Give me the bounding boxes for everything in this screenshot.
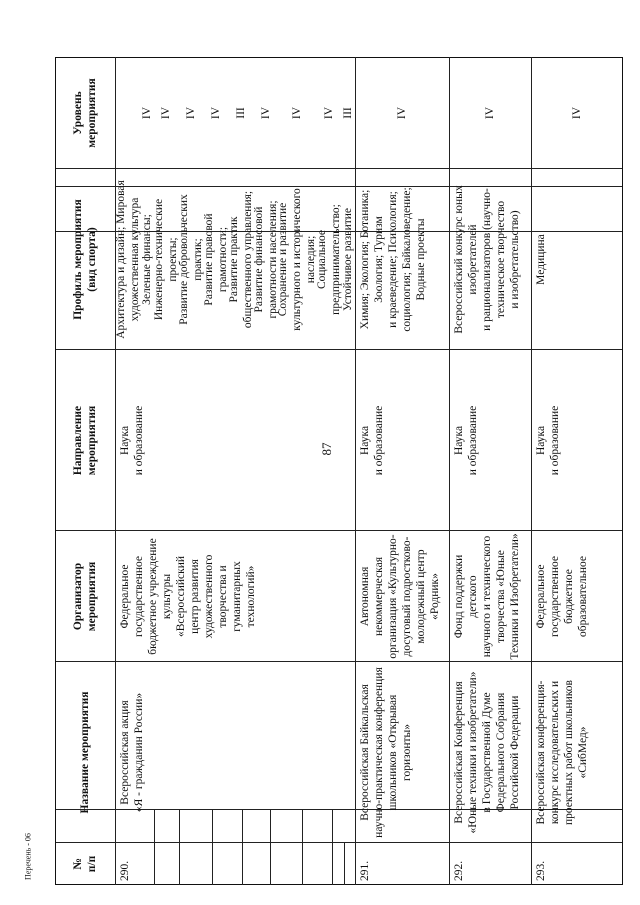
event-name-line: «Юные техники и изобретатели» [467,671,479,834]
event-organizer-line: Федеральное [119,564,131,629]
event-name-line: в Государственной Думе [481,692,493,813]
event-profile-line: изобретателей [467,224,479,295]
event-profile [178,169,203,350]
event-organizer [449,531,531,662]
header-num [55,843,115,885]
header-profile-line: (вид спорта) [86,227,98,292]
event-profile-line: Развитие добровольческих [177,194,190,325]
event-profile-line: Архитектура и дизайн; Мировая [114,180,127,339]
event-level-line: IV [322,106,335,120]
event-organizer-line: художественного [203,554,215,639]
event-level [203,57,228,169]
event-profile-line: и краеведение; Психология; [387,191,399,328]
event-organizer-line: гуманитарных [231,561,243,632]
event-organizer-line: культуры «Всероссийский [161,555,187,638]
event-profile-line: грамотности; [216,226,229,293]
event-name-line: Всероссийская акция [119,700,131,805]
event-profile-line: Всероссийский конкурс юных [453,185,465,334]
event-profile-line: предпринимательство; [329,204,342,315]
event-profile-line: проекты; [166,237,179,282]
header-level-line: Уровень [72,91,84,135]
event-level [228,57,253,169]
event-name [531,662,623,843]
event-organizer-line: государственное [133,555,145,638]
event-organizer-line: государственное [549,555,561,638]
row-number [449,843,531,885]
event-organizer-line: некоммерческая [373,557,385,637]
event-organizer-line: технологий» [245,565,257,628]
event-name-line: Федерального Собрания [495,692,507,813]
event-organizer-line: досуговый подростково- [401,536,413,657]
event-level-line: IV [259,106,272,120]
row-number-line: 293. [535,860,547,881]
header-profile [55,169,115,350]
event-profile [228,169,253,350]
event-organizer-line: «Родник» [429,573,441,620]
event-direction-line: и образование [133,405,145,476]
event-profile-line: Зоология; Туризм [373,216,385,303]
event-level [341,57,354,169]
event-organizer-line: Фонд поддержки детского [453,554,479,639]
header-level-line: мероприятия [86,78,98,148]
header-direction-line: Направление [72,405,84,476]
event-profile-line: Социальное [315,229,328,290]
event-profile [316,169,341,350]
event-profile-line: художественная культура [128,197,141,322]
event-profile-line: социология; Байкаловедение; [401,187,413,332]
event-level [153,57,178,169]
event-profile-line: общественного управления; [241,190,254,329]
event-profile [341,169,354,350]
event-profile-line: и рационализаторов (научно- [481,188,493,331]
event-organizer-line: молодежный центр [415,549,427,644]
event-direction-line: Наука [453,425,465,456]
event-profile [355,169,449,350]
event-level-line: IV [571,106,583,120]
event-level [278,57,316,169]
event-organizer-line: Автономная [359,566,371,627]
page-number: 87 [319,442,334,456]
event-profile-line: грамотности населения; [266,200,279,319]
table-sheet [55,57,623,885]
event-organizer [355,531,449,662]
event-direction-line: и образование [467,405,479,476]
event-profile-line: Химия; Экология; Ботаника; [359,189,371,330]
event-name-line: горизонты» [401,724,413,781]
event-profile [115,169,140,350]
event-profile-line: наследия; [305,235,317,284]
event-profile-line: техническое творчество [495,200,507,319]
event-organizer-line: бюджетное [563,569,575,624]
event-name-line: проектных работ школьников [563,680,575,826]
header-organizer-line: Организатор [72,562,84,631]
event-level [355,57,449,169]
event-organizer-line: Техники и Изобретатели» [509,533,521,660]
row-number [355,843,449,885]
event-level-line: IV [484,106,496,120]
header-organizer-line: мероприятия [86,561,98,632]
row-number [531,843,623,885]
event-name-line: Всероссийская конференция- [535,680,547,825]
event-direction-line: и образование [549,405,561,476]
row-number-line: 290. [119,860,131,881]
event-profile-line: Развитие правовой [202,213,215,306]
event-profile-line: культурного и исторического [291,188,303,331]
event-profile [278,169,316,350]
event-profile-line: Сохранение и развитие [277,202,289,317]
event-profile [203,169,228,350]
event-level-line: III [234,107,247,119]
header-profile-line: Профиль мероприятия [72,199,84,320]
event-profile-line: практик; [191,238,204,281]
event-level-line: IV [140,106,153,120]
event-name-line: конкурс исследовательских и [549,680,561,825]
event-organizer-line: Федеральное [535,564,547,629]
event-profile-line: и изобретательство) [509,210,521,309]
header-direction [55,350,115,531]
event-level-line: IV [184,106,197,120]
event-level [531,57,623,169]
event-profile-line: Развитие практик [227,216,240,303]
event-profile-line: Водные проекты [415,218,427,301]
event-profile-line: Зеленые финансы; [140,214,153,305]
row-number-line: 292. [453,860,465,881]
event-direction [531,350,623,531]
event-name-line: Российской Федерации [509,695,521,810]
event-name [449,662,531,843]
event-profile-line: Устойчивое развитие [341,207,354,312]
event-direction-line: Наука [119,425,131,456]
event-direction [115,350,355,531]
event-profile [531,169,623,350]
event-direction [449,350,531,531]
event-organizer [115,531,355,662]
event-level-line: IV [159,106,172,120]
header-num-line: № [72,858,84,870]
event-name-line: «СибМед» [577,726,589,779]
event-direction [355,350,449,531]
event-organizer-line: научного и технического [481,535,493,658]
event-name-line: «Я - гражданин России» [133,692,145,813]
event-organizer-line: центр развития [189,559,201,634]
event-level [178,57,203,169]
header-num-line: п/п [86,855,98,873]
event-profile-line: Инженерно-технические [152,198,165,321]
event-name [355,662,449,843]
event-direction-line: Наука [359,425,371,456]
event-organizer [531,531,623,662]
event-direction-line: и образование [373,405,385,476]
header-organizer [55,531,115,662]
event-name-line: научно-практическая конференция [373,667,385,838]
event-level-line: IV [209,106,222,120]
event-level [253,57,278,169]
row-number [115,843,355,885]
event-profile [253,169,278,350]
event-level [316,57,341,169]
footer-code: Перечень - 06 [23,833,33,880]
header-direction-line: мероприятия [86,405,98,476]
event-level-line: IV [396,106,408,120]
event-organizer-line: творчества и [217,565,229,628]
event-direction-line: Наука [535,425,547,456]
event-level-line: IV [291,106,303,120]
row-number-line: 291. [359,860,371,881]
event-level-line: III [341,107,354,119]
event-organizer-line: бюджетное учреждение [147,538,159,655]
event-organizer-line: образовательное [577,555,589,638]
header-level [55,57,115,169]
event-level [449,57,531,169]
event-name-line: школьников «Открывая [387,694,399,811]
event-profile-line: Медицина [535,234,547,285]
event-level [140,57,153,169]
event-name-line: Всероссийская Конференция [453,681,465,824]
event-name [115,662,355,843]
event-profile-line: Развитие финансовой [252,206,265,313]
header-name-line: Название мероприятия [79,691,91,814]
event-organizer-line: творчества «Юные [495,550,507,643]
header-name [55,662,115,843]
event-profile [153,169,178,350]
event-profile [449,169,531,350]
event-name-line: Всероссийская Байкальская [359,684,371,821]
event-organizer-line: организация «Культурно- [387,534,399,659]
